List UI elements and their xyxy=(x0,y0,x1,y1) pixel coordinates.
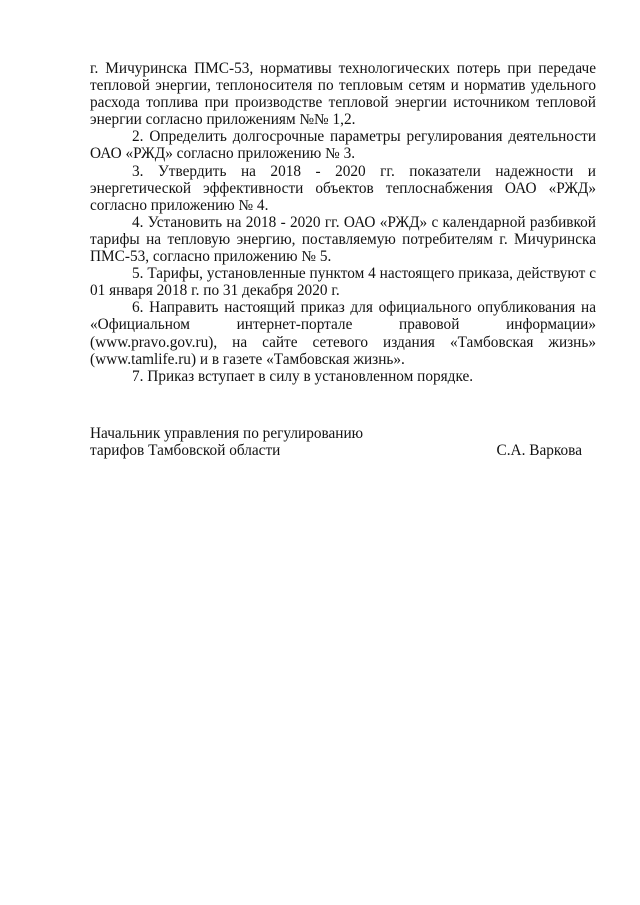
paragraph-1-continuation: г. Мичуринска ПМС-53, нормативы технологических потерь при передаче тепловой энергии, теплоносителя по тепловым сетям и норматив удельного расхода топлива при производстве тепловой энергии источником тепловой энергии согласно приложениям №№ 1,2. xyxy=(90,60,596,129)
paragraph-6: 6. Направить настоящий приказ для официального опубликования на «Официальном интернет-портале правовой информации» (www.pravo.gov.ru), на сайте сетевого издания «Тамбовская жизнь» (www.tamlife.ru) и в газете «Тамбовская жизнь». xyxy=(90,299,596,368)
signatory-name: С.А. Варкова xyxy=(496,442,582,460)
signature-block xyxy=(90,425,596,459)
signatory-position-line1: Начальник управления по регулированию xyxy=(90,425,364,442)
paragraph-3: 3. Утвердить на 2018 - 2020 гг. показатели надежности и энергетической эффективности объектов теплоснабжения ОАО «РЖД» согласно приложению № 4. xyxy=(90,162,596,214)
paragraph-7: 7. Приказ вступает в силу в установленном порядке. xyxy=(132,367,474,385)
paragraph-4: 4. Установить на 2018 - 2020 гг. ОАО «РЖД» с календарной разбивкой тарифы на тепловую энергию, поставляемую потребителям г. Мичуринска ПМС-53, согласно приложению № 5. xyxy=(90,213,596,266)
document-body xyxy=(90,60,596,385)
paragraph-5: 5. Тарифы, установленные пунктом 4 настоящего приказа, действуют с 01 января 2018 г. по 31 декабря 2020 г. xyxy=(90,265,596,300)
signatory-position-line2: тарифов Тамбовской области xyxy=(90,442,281,460)
signature-row xyxy=(90,442,596,459)
paragraph-2: 2. Определить долгосрочные параметры регулирования деятельности ОАО «РЖД» согласно приложению № 3. xyxy=(90,128,596,163)
